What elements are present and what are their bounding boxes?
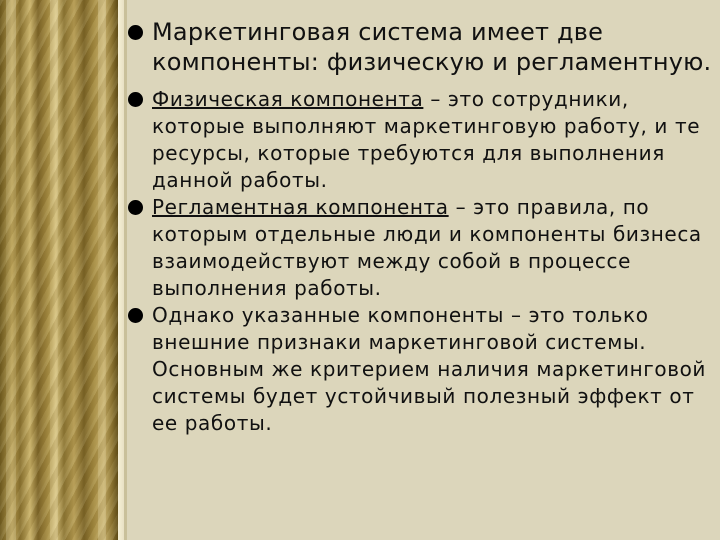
bullet-dot-icon	[128, 92, 143, 107]
bullet-text: Однако указанные компоненты – это только внешние признаки маркетинговой системы. Основным же критерием наличия маркетинговой системы будет устойчивый полезный эффект от ее работы.	[152, 303, 707, 435]
bullet-term: Физическая компонента	[152, 87, 424, 111]
bar-sheen	[6, 0, 16, 540]
bullet-text: – это сотрудники, которые выполняют маркетинговую работу, и те ресурсы, которые требуются для выполнения данной работы.	[152, 87, 701, 192]
bullet-dot-icon	[128, 200, 143, 215]
bullet-item	[128, 194, 713, 302]
bullet-item	[128, 86, 713, 194]
decorative-gold-bar	[0, 0, 118, 540]
bullet-term: Регламентная компонента	[152, 195, 449, 219]
bullet-item	[128, 18, 713, 77]
bullet-text: – это правила, по которым отдельные люди и компоненты бизнеса взаимодействуют между собой в процессе выполнения работы.	[152, 195, 702, 300]
bullet-list	[128, 18, 713, 437]
bar-sheen	[50, 0, 58, 540]
bullet-dot-icon	[128, 308, 143, 323]
bullet-text: Маркетинговая система имеет две компоненты: физическую и регламентную.	[152, 18, 712, 76]
bullet-item	[128, 302, 713, 437]
bar-sheen	[98, 0, 106, 540]
bullet-dot-icon	[128, 25, 143, 40]
